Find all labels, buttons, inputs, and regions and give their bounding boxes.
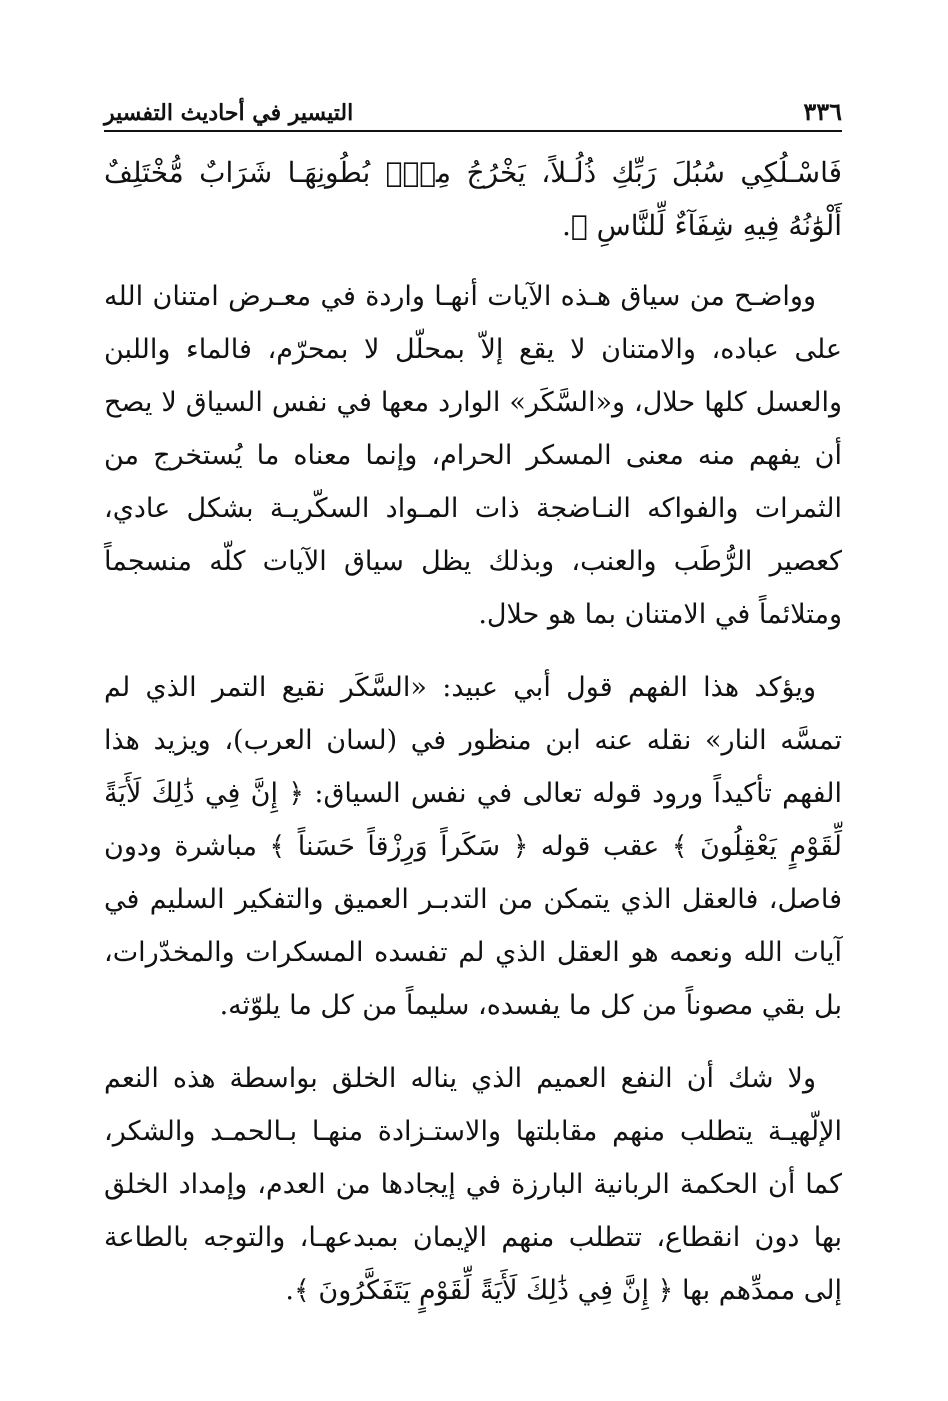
page-number: ٣٣٦: [803, 97, 842, 126]
paragraph-abu-ubayd-definition: ويؤكد هذا الفهم قول أبي عبيد: «السَّكَر نقيع التمر الذي لم تمسَّه النار» نقله عنه ابن منظور في (لسان العرب)، ويزيد هذا الفهم تأكيداً ورود قوله تعالى في نفس السياق: ﴿ إِنَّ فِي ذَٰلِكَ لَأَيَةً لِّقَوْمٍ يَعْقِلُونَ ﴾ عقب قوله ﴿ سَكَراً وَرِزْقاً حَسَناً ﴾ مباشرة ودون فاصل، فالعقل الذي يتمكن من التدبـر العميق والتفكير السليم في آيات الله ونعمه هو العقل الذي لم تفسده المسكرات والمخدّرات، بل بقي مصوناً من كل ما يفسده، سليماً من كل ما يلوّثه.: [104, 672, 842, 1021]
quran-verse-continuation: فَاسْـلُكِي سُبُلَ رَبِّكِ ذُلُـلاً، يَخْرُجُ مِنْۢ بُطُونِهَـا شَرَابٌ مُّخْتَلِفٌ أَلْوَٰنُهُ فِيهِ شِفَآءٌ لِّلنَّاسِ ﴾.: [104, 156, 842, 242]
paragraph-gratitude-and-faith: ولا شك أن النفع العميم الذي يناله الخلق بواسطة هذه النعم الإلّهيـة يتطلب منهم مقابلتها والاستـزادة منهـا بـالحمـد والشكر، كما أن الحكمة الربانية البارزة في إيجادها من العدم، وإمداد الخلق بها دون انقطاع، تتطلب منهم الإيمان بمبدعهـا، والتوجه بالطاعة إلى ممدِّهم بها ﴿ إِنَّ فِي ذَٰلِكَ لَأَيَةً لِّقَوْمٍ يَتَفَكَّرُونَ ﴾.: [104, 1063, 842, 1306]
page-content: [104, 146, 842, 1317]
paragraph-context-of-verses: وواضـح من سياق هـذه الآيات أنهـا واردة في معـرض امتنان الله على عباده، والامتنان لا يقع إلاّ بمحلّل لا بمحرّم، فالماء واللبن والعسل كلها حلال، و«السَّكَر» الوارد معها في نفس السياق لا يصح أن يفهم منه معنى المسكر الحرام، وإنما معناه ما يُستخرج من الثمرات والفواكه النـاضجة ذات المـواد السكّريـة بشكل عادي، كعصير الرُّطَب والعنب، وبذلك يظل سياق الآيات كلّه منسجماً ومتلائماً في الامتنان بما هو حلال.: [104, 281, 842, 630]
page-header: [104, 92, 842, 132]
running-title: التيسير في أحاديث التفسير: [104, 100, 354, 126]
book-page: [104, 92, 842, 1337]
